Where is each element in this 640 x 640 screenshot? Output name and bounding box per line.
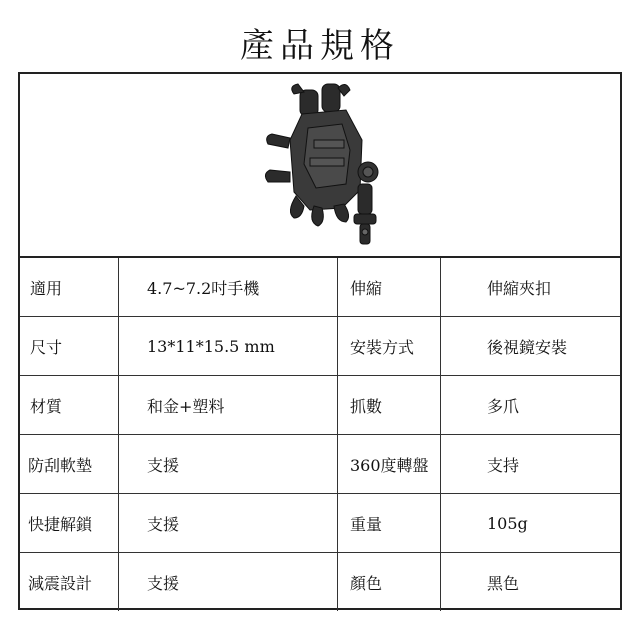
- spec-value: 13*11*15.5 mm: [119, 317, 338, 376]
- spec-label: 尺寸: [20, 317, 119, 376]
- table-row: [20, 317, 620, 376]
- spec-value: 支援: [119, 435, 338, 494]
- spec-label: 重量: [338, 494, 441, 553]
- spec-value: 4.7~7.2吋手機: [119, 258, 338, 317]
- spec-label: 360度轉盤: [338, 435, 441, 494]
- page-title: 產品規格: [240, 26, 400, 66]
- spec-value: 後視鏡安裝: [441, 317, 621, 376]
- table-row: [20, 258, 620, 317]
- spec-value: 支援: [119, 494, 338, 553]
- spec-label: 顏色: [338, 553, 441, 612]
- spec-value: 支援: [119, 553, 338, 612]
- table-row: [20, 494, 620, 553]
- spec-value: 支持: [441, 435, 621, 494]
- spec-value: 黑色: [441, 553, 621, 612]
- spec-label: 伸縮: [338, 258, 441, 317]
- spec-label: 材質: [20, 376, 119, 435]
- spec-sheet: [18, 72, 622, 610]
- product-image-area: [20, 74, 620, 258]
- spec-label: 快捷解鎖: [20, 494, 119, 553]
- table-row: [20, 553, 620, 612]
- spec-value: 和金+塑料: [119, 376, 338, 435]
- spec-value: 伸縮夾扣: [441, 258, 621, 317]
- table-row: [20, 376, 620, 435]
- spec-table: [20, 258, 620, 611]
- spec-value: 105g: [441, 494, 621, 553]
- spec-label: 減震設計: [20, 553, 119, 612]
- spec-label: 抓數: [338, 376, 441, 435]
- spec-label: 安裝方式: [338, 317, 441, 376]
- table-row: [20, 435, 620, 494]
- spec-label: 防刮軟墊: [20, 435, 119, 494]
- spec-label: 適用: [20, 258, 119, 317]
- spec-value: 多爪: [441, 376, 621, 435]
- phone-holder-mount-image: [250, 80, 400, 250]
